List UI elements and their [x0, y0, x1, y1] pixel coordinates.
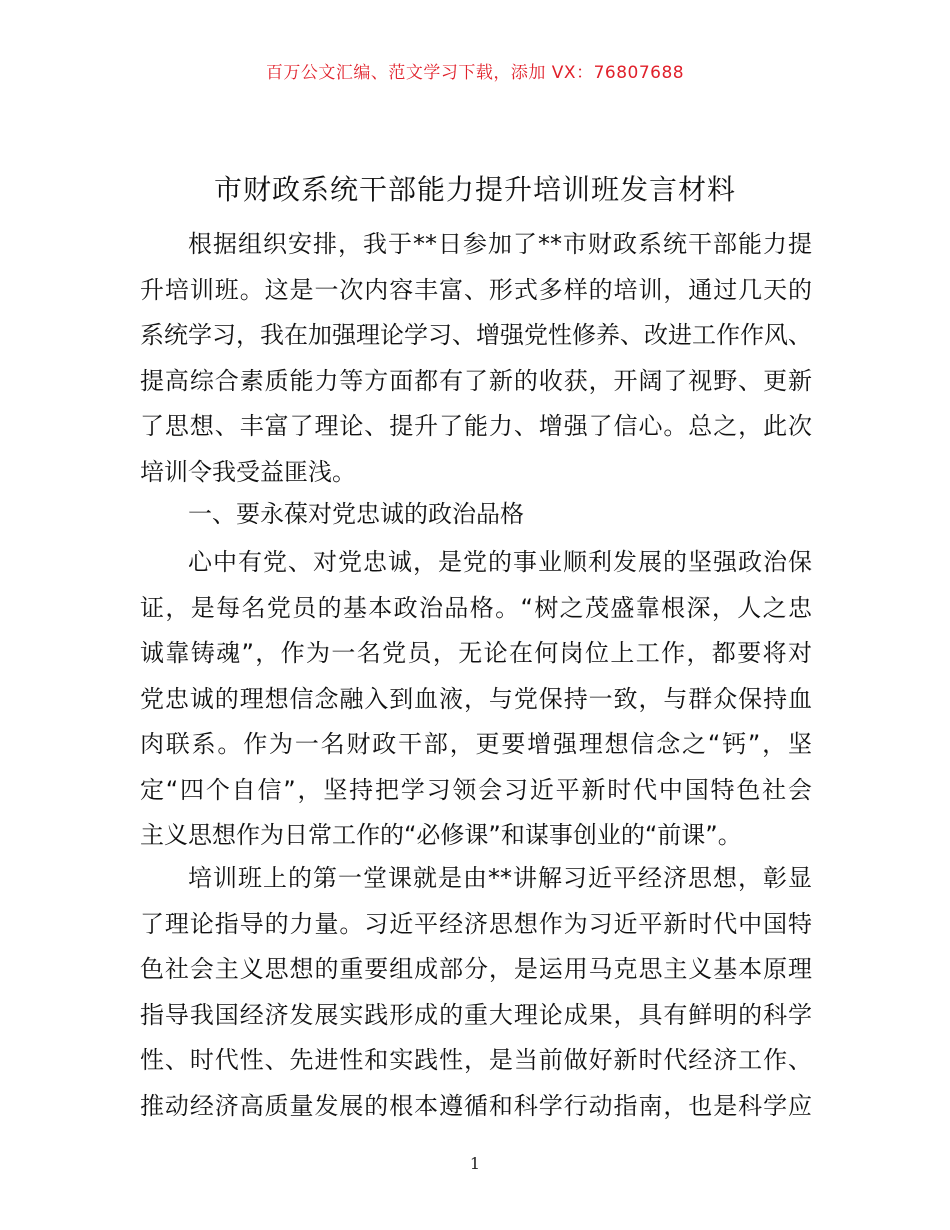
paragraph-line: 了思想、丰富了理论、提升了能力、增强了信心。总之，此次: [140, 412, 812, 440]
paragraph-line: 系统学习，我在加强理论学习、增强党性修养、改进工作作风、: [140, 321, 812, 349]
paragraph-line: 定“四个自信”，坚持把学习领会习近平新时代中国特色社会: [140, 775, 812, 804]
page-number: 1: [469, 1154, 481, 1173]
paragraph-line: 指导我国经济发展实践形成的重大理论成果，具有鲜明的科学: [140, 1000, 812, 1029]
paragraph-line: 色社会主义思想的重要组成部分，是运用马克思主义基本原理: [140, 955, 812, 983]
paragraph-economic-thought: [140, 856, 812, 1129]
paragraph-line: 培训班上的第一堂课就是由**讲解习近平经济思想，彰显: [188, 864, 812, 892]
paragraph-line: 肉联系。作为一名财政干部，更要增强理想信念之“钙”，坚: [140, 730, 812, 758]
paragraph-loyalty: [140, 540, 812, 859]
header-banner: 百万公文汇编、范文学习下载，添加 VX：76807688: [265, 63, 685, 83]
paragraph-intro: [140, 222, 812, 495]
paragraph-line: 诚靠铸魂”，作为一名党员，无论在何岗位上工作，都要将对: [140, 639, 812, 667]
section-heading: [140, 492, 812, 538]
section-heading-text: 一、要永葆对党忠诚的政治品格: [188, 500, 524, 528]
paragraph-line: 了理论指导的力量。习近平经济思想作为习近平新时代中国特: [140, 909, 812, 938]
paragraph-line: 主义思想作为日常工作的“必修课”和谋事创业的“前课”。: [140, 821, 742, 849]
document-title: 市财政系统干部能力提升培训班发言材料: [213, 173, 736, 206]
paragraph-line: 升培训班。这是一次内容丰富、形式多样的培训，通过几天的: [140, 275, 812, 304]
paragraph-line: 党忠诚的理想信念融入到血液，与党保持一致，与群众保持血: [140, 684, 812, 713]
paragraph-line: 性、时代性、先进性和实践性，是当前做好新时代经济工作、: [140, 1046, 812, 1074]
paragraph-line: 培训令我受益匪浅。: [140, 457, 356, 486]
paragraph-line: 证，是每名党员的基本政治品格。“树之茂盛靠根深，人之忠: [140, 593, 812, 622]
paragraph-line: 根据组织安排，我于**日参加了**市财政系统干部能力提: [188, 230, 812, 258]
paragraph-line: 提高综合素质能力等方面都有了新的收获，开阔了视野、更新: [140, 366, 812, 395]
paragraph-line: 心中有党、对党忠诚，是党的事业顺利发展的坚强政治保: [188, 548, 812, 576]
paragraph-line: 推动经济高质量发展的根本遵循和科学行动指南，也是科学应: [140, 1091, 812, 1120]
